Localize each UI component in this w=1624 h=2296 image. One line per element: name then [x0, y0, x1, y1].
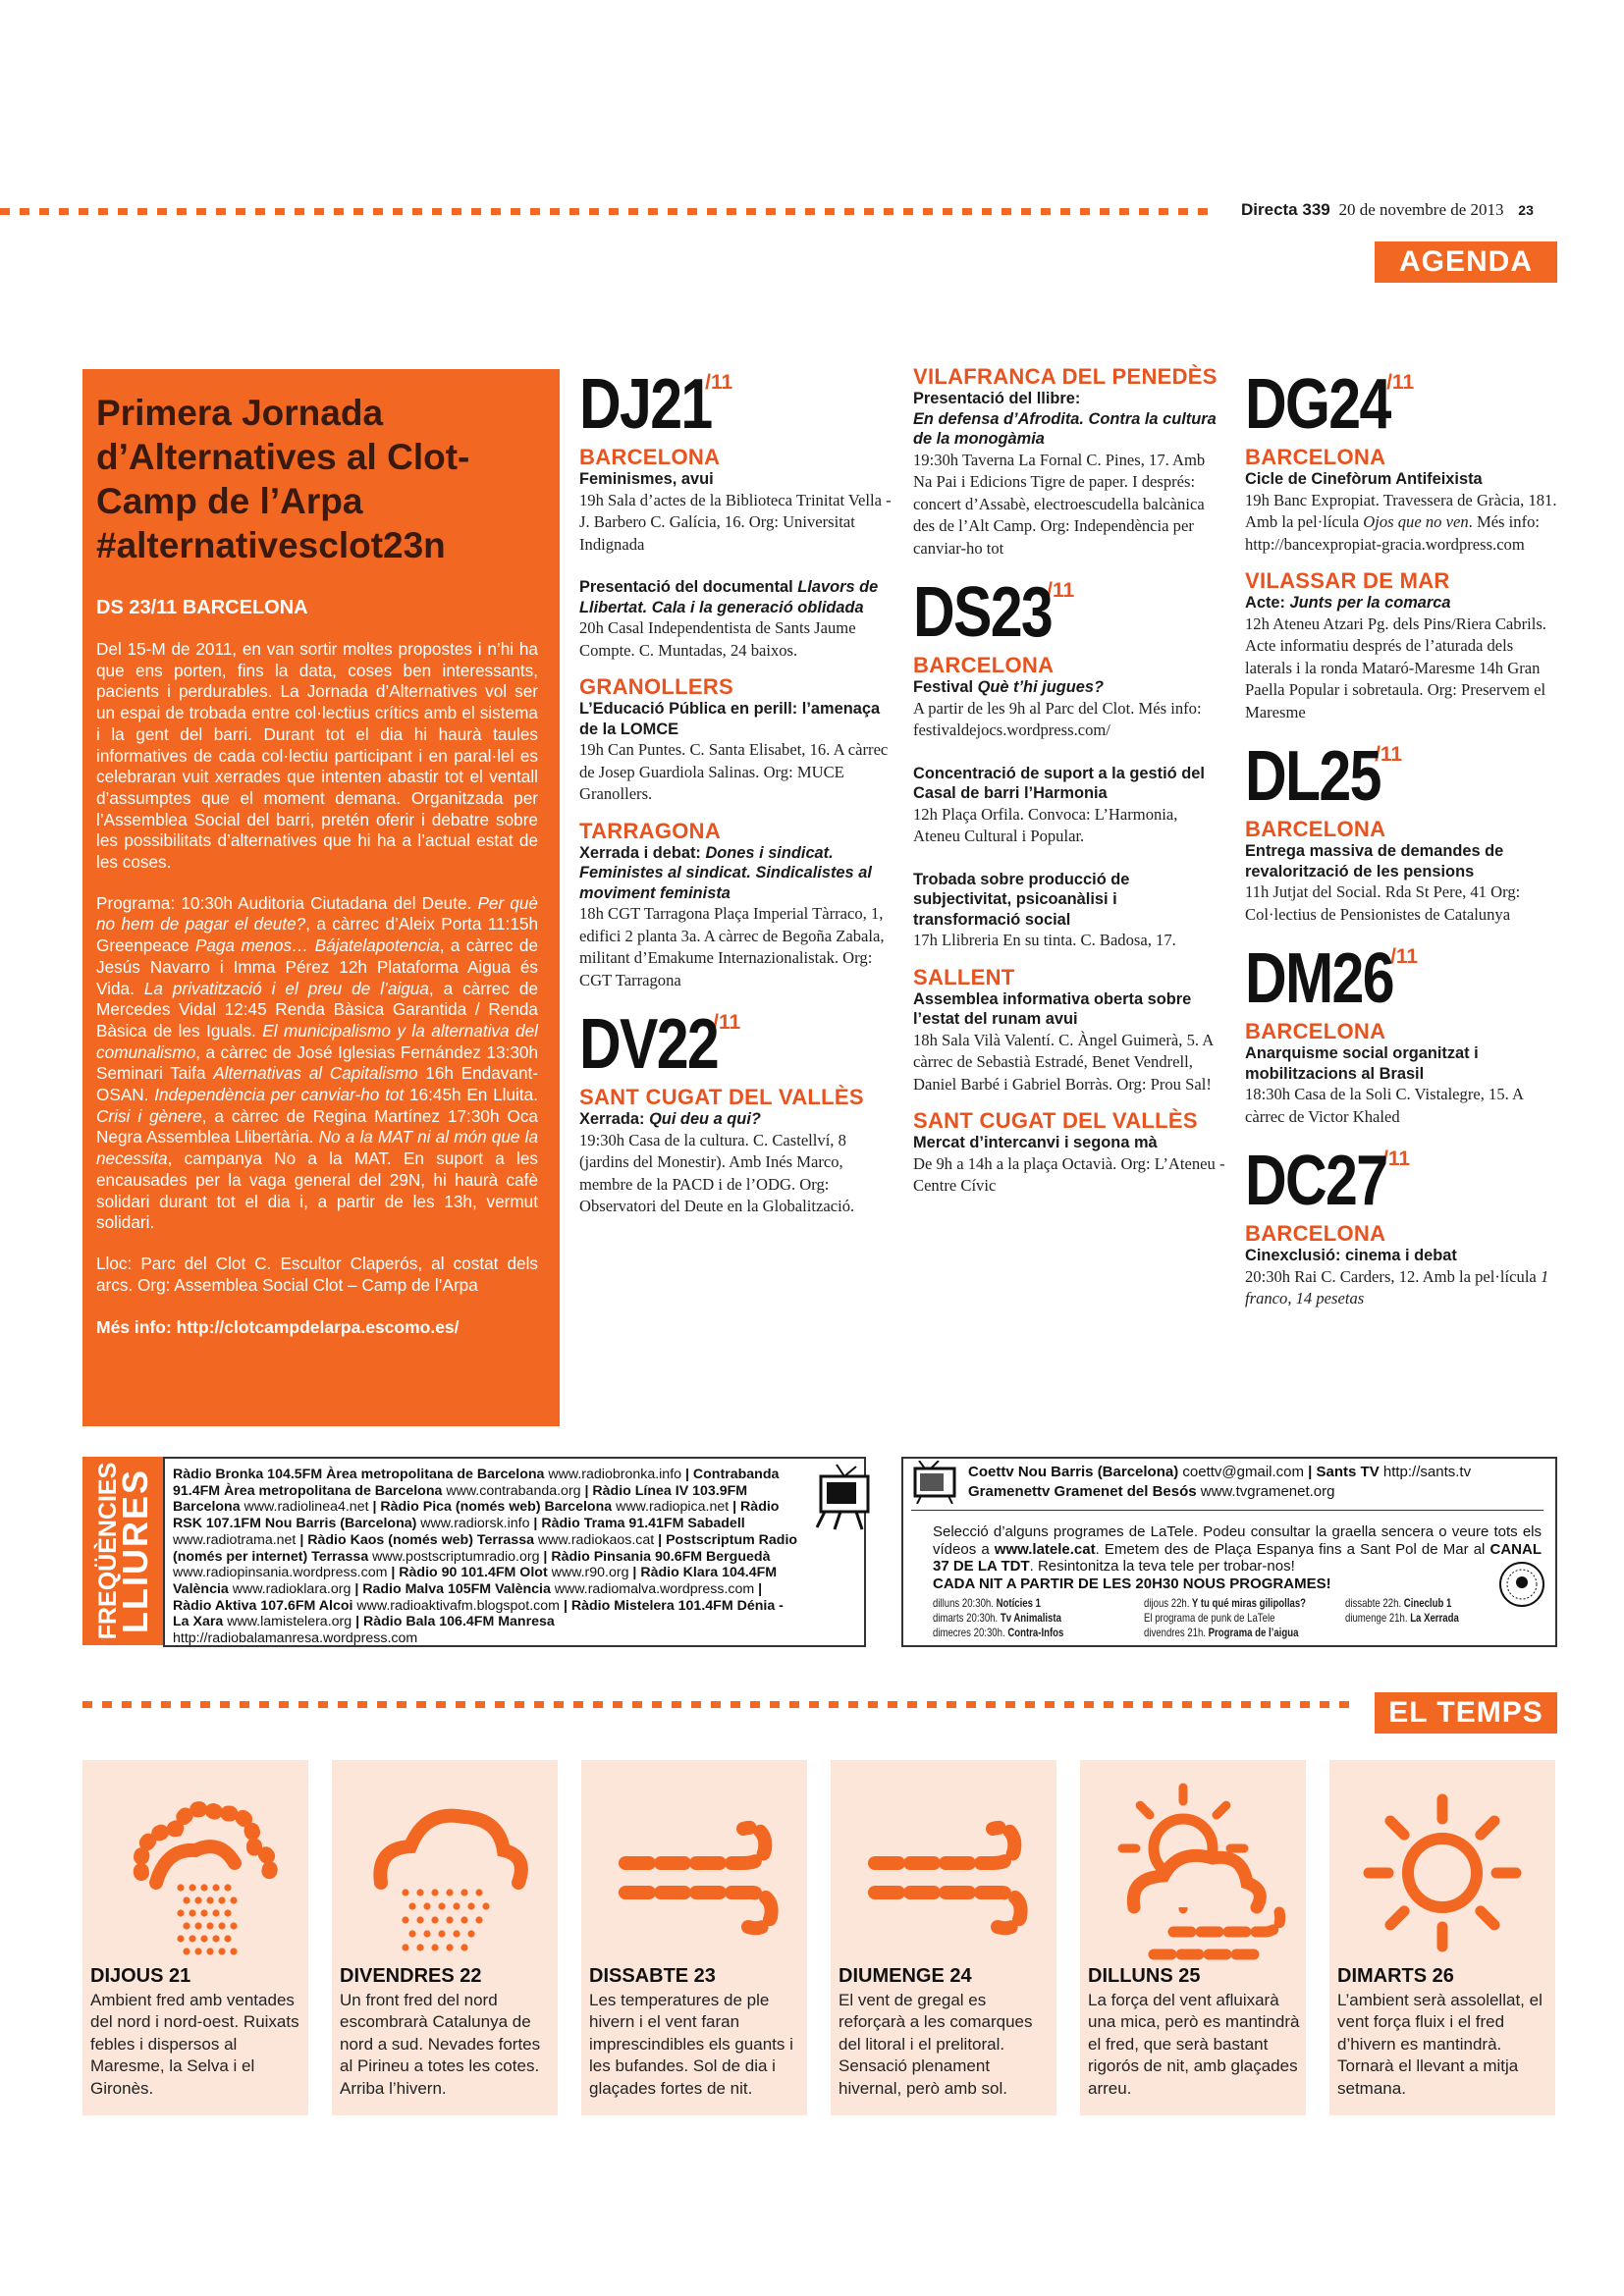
tv-program-day: dimecres 20:30h.: [933, 1626, 1005, 1639]
program-segment: Programa: 10:30h Auditoria Ciutadana del Deute.: [96, 892, 478, 913]
day-label: DL25: [1245, 737, 1380, 816]
event-title: Trobada sobre producció de subjectivitat, psicoanàlisi i transformació social: [913, 870, 1130, 929]
event-title: Entrega massiva de demandes de revalorització de les pensions: [1245, 842, 1504, 881]
section-tag-weather: EL TEMPS: [1375, 1692, 1557, 1734]
weather-text: Ambient fred amb ventades del nord i nord-oest. Ruixats febles i dispersos al Maresme, la Selva i el Gironès.: [90, 1991, 299, 2098]
sun-icon: [1344, 1780, 1541, 1966]
tv-icon: [911, 1461, 962, 1504]
event-city: SANT CUGAT DEL VALLÈS: [579, 1085, 864, 1109]
radio-name: | Ràdio 90 101.4FM Olot: [387, 1565, 548, 1581]
radio-icon: [811, 1463, 880, 1531]
event-title: Mercat d’intercanvi i segona mà: [913, 1134, 1158, 1151]
tv-program-day: dimarts 20:30h.: [933, 1611, 999, 1625]
event-city: GRANOLLERS: [579, 674, 733, 699]
radio-list: [173, 1467, 801, 1647]
month-label: /11: [1382, 1148, 1411, 1170]
month-label: /11: [1390, 945, 1419, 968]
event-body: A partir de les 9h al Parc del Clot. Més info: festivaldejocs.wordpress.com/: [913, 698, 1202, 739]
day-header-ds23: [913, 573, 1227, 652]
program-segment: , a càrrec de Regina Martínez 17:30h Oca Negra Assemblea Llibertària.: [96, 1105, 538, 1148]
event-city: SALLENT: [913, 964, 1015, 989]
radio-name: | Ràdio Klara 104.4FM València: [173, 1565, 778, 1597]
program-segment: , campanya No a la MAT. En suport a les encausades per la vaga general del 29N, hi haurà cafè solidari durant tot el dia i, a partir de les 13h, vermut solidari.: [96, 1148, 538, 1233]
tv-program-show: Y tu qué miras gilipollas?: [1189, 1596, 1307, 1610]
program-segment: No a la MAT ni al món que la necessita: [96, 1127, 539, 1169]
event-title: Xerrada i debat: Dones i sindicat. Feministes al sindicat. Sindicalistes al moviment feminista: [579, 843, 872, 902]
top-dashed-rule: [0, 208, 1218, 215]
section-tag-agenda: AGENDA: [1375, 241, 1557, 283]
event-city: BARCELONA: [1245, 445, 1386, 469]
feature-intro: Del 15-M de 2011, en van sortir moltes propostes i n’hi ha que ens porten, fins la data, coses ben interessants, pacients i perdurables. La Jornada d’Alternatives vol ser un espai de trobada entre col·lectius crítics amb el sistema i la gent del barri. Durant tot el dia hi haurà taules informatives de cada col·lectiu participant i en paral·lel es celebraran vuit xerrades que intenten abastir tot el ventall d’assumptes que el moment demana. Organitzada per l’Assemblea Social del barri, pretén oferir i debatre sobre les possibilitats d’alternatives que hi ha a l’actual estat de les coses.: [96, 639, 538, 873]
day-header-dc27: [1245, 1142, 1559, 1220]
program-segment: La privatització i el preu de l’aigua: [143, 978, 429, 998]
tv-name: Coettv Nou Barris (Barcelona): [968, 1464, 1179, 1480]
month-label: /11: [1386, 371, 1415, 394]
event-city: VILASSAR DE MAR: [1245, 568, 1450, 593]
event-body: 20:30h Rai C. Carders, 12. Amb la pel·lícula 1 franco, 14 pesetas: [1245, 1266, 1549, 1308]
tv-program-day: El programa de punk de LaTele: [1144, 1611, 1275, 1625]
program-segment: Paga menos… Bájatelapotencia: [194, 935, 440, 956]
event-city: BARCELONA: [913, 653, 1055, 677]
weather-day: DIVENDRES 22: [340, 1965, 482, 1987]
radio-name: | Radio Malva 105FM València: [351, 1580, 551, 1597]
weather-day: DISSABTE 23: [589, 1965, 716, 1987]
wind-icon: [845, 1780, 1042, 1966]
radio-name: | Ràdio Pinsania 90.6FM Berguedà: [539, 1548, 771, 1565]
tv-program-item: [1144, 1611, 1274, 1625]
event-title: Acte: Junts per la comarca: [1245, 594, 1451, 612]
tv-channels-2: [968, 1484, 1334, 1501]
latele-logo-icon: [1498, 1561, 1545, 1608]
tv-program-day: dissabte 22h.: [1345, 1596, 1402, 1610]
day-header-dv22: [579, 1005, 893, 1084]
tv-program-item: [1144, 1596, 1306, 1610]
feature-program: [96, 893, 538, 1234]
tv-program-show: Contra-Infos: [1004, 1626, 1064, 1639]
day-header-dg24: [1245, 365, 1559, 444]
radio-url: http://radiobalamanresa.wordpress.com: [173, 1630, 418, 1647]
rain-cloud-icon: [97, 1780, 294, 1966]
event-city: BARCELONA: [1245, 1221, 1386, 1246]
page-number: 23: [1518, 202, 1534, 218]
radio-url: www.radiotrama.net: [173, 1531, 297, 1548]
day-label: DJ21: [579, 365, 712, 444]
program-segment: , a càrrec de Mercedes Vidal 12:45 Renda Bàsica Garantida / Renda Bàsica de les Iguals.: [96, 978, 539, 1041]
program-segment: 16:45h En Lluita.: [404, 1085, 538, 1105]
event-city: BARCELONA: [1245, 1019, 1386, 1043]
event-body: 19h Can Puntes. C. Santa Elisabet, 16. A càrrec de Josep Guardiola Salinas. Org: MUCE Granollers.: [579, 740, 889, 803]
event-body: 19h Sala d’actes de la Biblioteca Trinitat Vella - J. Barbero C. Galícia, 16. Org: Universitat Indignada: [579, 490, 892, 554]
feature-box: [82, 369, 560, 1426]
radio-url: www.radiobronka.info: [544, 1467, 682, 1482]
event-body: 17h Llibreria En su tinta. C. Badosa, 17.: [913, 931, 1176, 949]
event-title: Xerrada: Qui deu a qui?: [579, 1110, 761, 1128]
tv-name: | Sants TV: [1303, 1464, 1380, 1480]
day-header-dl25: [1245, 737, 1559, 816]
radio-name: | Ràdio Bala 106.4FM Manresa: [352, 1614, 555, 1630]
day-label: DG24: [1245, 365, 1390, 444]
event-city: SANT CUGAT DEL VALLÈS: [913, 1108, 1198, 1133]
event-body: 19h Banc Expropiat. Travessera de Gràcia, 181. Amb la pel·lícula Ojos que no ven. Més info: http://bancexpropiat-gracia.wordpress.com: [1245, 490, 1557, 554]
day-label: DS23: [913, 573, 1053, 652]
tv-program-day: diumenge 21h.: [1345, 1611, 1408, 1625]
event-title: L’Educació Pública en perill: l’amenaça de la LOMCE: [579, 700, 881, 738]
tv-url: www.tvgramenet.org: [1196, 1483, 1335, 1500]
day-label: DV22: [579, 1005, 719, 1084]
weather-card: [581, 1760, 807, 2115]
radio-name: | Ràdio Aktiva 107.6FM Alcoi: [173, 1580, 763, 1614]
weather-day: DIMARTS 26: [1337, 1965, 1454, 1987]
weather-card: [332, 1760, 558, 2115]
program-segment: Crisi i gènere: [96, 1105, 202, 1126]
feature-subtitle: DS 23/11 BARCELONA: [96, 597, 308, 618]
event-title: Festival Què t’hi jugues?: [913, 678, 1105, 696]
radio-url: www.radiokaos.cat: [533, 1531, 655, 1548]
event-city: VILAFRANCA DEL PENEDÈS: [913, 364, 1218, 389]
radio-url: www.postscriptumradio.org: [368, 1548, 540, 1565]
radio-name: | Ràdio Kaos (només web) Terrassa: [296, 1531, 534, 1548]
event-city: TARRAGONA: [579, 818, 722, 843]
event-body: 12h Ateneu Atzari Pg. dels Pins/Riera Cabrils. Acte informatiu després de l’aturada dels laterals i la ronda Mataró-Maresme 14h Gran Paella Popular i sobretaula. Org: Preservem el Maresme: [1245, 614, 1546, 721]
program-segment: Independència per canviar-ho tot: [154, 1085, 405, 1105]
tv-program-item: [933, 1596, 1041, 1610]
weather-text: Un front fred del nord escombrarà Catalunya de nord a sud. Nevades fortes al Pirineu a totes les cotes. Arriba l’hivern.: [340, 1991, 541, 2098]
radio-name: | Contrabanda 91.4FM Àrea metropolitana de Barcelona: [173, 1467, 780, 1499]
snow-cloud-icon: [347, 1780, 543, 1966]
event-city: BARCELONA: [579, 445, 721, 469]
radio-name: | Ràdio Línea IV 103.9FM Barcelona: [173, 1482, 748, 1516]
agenda-column-3: [1245, 365, 1559, 1310]
day-header-dm26: [1245, 939, 1559, 1018]
event-title: Presentació del documental Llavors de Llibertat. Cala i la generació oblidada: [579, 578, 879, 616]
tv-program-show: Notícies 1: [993, 1596, 1041, 1610]
feature-location: Lloc: Parc del Clot C. Escultor Claperós, al costat dels arcs. Org: Assemblea Social Clot – Camp de l’Arpa: [96, 1253, 538, 1295]
latele-cada: CADA NIT A PARTIR DE LES 20H30 NOUS PROGRAMES!: [933, 1575, 1331, 1592]
month-label: /11: [705, 371, 733, 394]
event-body: De 9h a 14h a la plaça Octavià. Org: L’Ateneu - Centre Cívic: [913, 1153, 1225, 1195]
agenda-column-1: [579, 365, 893, 1218]
weather-text: L’ambient serà assolellat, el vent força fluix i el fred d’hivern es mantindrà. Tornarà el llevant a mitja setmana.: [1337, 1991, 1543, 2098]
publication-name: Directa 339: [1241, 200, 1330, 219]
radio-name: | Ràdio RSK 107.1FM Nou Barris (Barcelona): [173, 1499, 780, 1532]
radio-url: www.radiopinsania.wordpress.com: [173, 1565, 388, 1581]
program-segment: El municipalismo y la alternativa del comunalismo: [96, 1020, 538, 1062]
program-segment: , a càrrec de José Iglesias Fernández 13:30h Seminari Taifa: [96, 1041, 538, 1084]
day-label: DC27: [1245, 1142, 1387, 1220]
tv-program-show: La Xerrada: [1407, 1611, 1459, 1625]
program-segment: , a càrrec de Jesús Navarro i Imma Pérez 12h Plataforma Aigua és Vida.: [96, 935, 539, 998]
radio-url: www.radioklara.org: [228, 1580, 352, 1597]
radio-label: FREQÜÈNCIES LLIURES: [94, 1462, 155, 1640]
issue-date: 20 de novembre de 2013: [1338, 200, 1504, 219]
program-segment: Alternativas al Capitalismo: [213, 1063, 418, 1084]
weather-card: [1080, 1760, 1306, 2115]
day-label: DM26: [1245, 939, 1393, 1018]
weather-card: [82, 1760, 308, 2115]
radio-url: www.radiomalva.wordpress.com: [550, 1580, 755, 1597]
event-title: Cicle de Cinefòrum Antifeixista: [1245, 470, 1483, 488]
event-title: Presentació del llibre:: [913, 390, 1081, 407]
tv-programs: [933, 1596, 1542, 1643]
weather-day: DIJOUS 21: [90, 1965, 191, 1987]
tv-program-day: divendres 21h.: [1144, 1626, 1206, 1639]
tv-channels-1: [968, 1465, 1471, 1481]
weather-card: [831, 1760, 1056, 2115]
radio-url: www.contrabanda.org: [442, 1482, 581, 1499]
feature-more-info: Més info: http://clotcampdelarpa.escomo.es/: [96, 1317, 460, 1338]
tv-program-show: Cineclub 1: [1401, 1596, 1452, 1610]
event-body: 19:30h Casa de la cultura. C. Castellví, 8 (jardins del Monestir). Amb Inés Marco, membre de la PACD i de l’ODG. Org: Observatori del Deute en la Globalització.: [579, 1130, 855, 1215]
weather-day: DILLUNS 25: [1088, 1965, 1201, 1987]
event-title: Concentració de suport a la gestió del Casal de barri l’Harmonia: [913, 764, 1205, 802]
weather-dashed-rule: [82, 1701, 1359, 1708]
event-title: Feminismes, avui: [579, 470, 714, 488]
month-label: /11: [1047, 579, 1075, 602]
weather-day: DIUMENGE 24: [839, 1965, 972, 1987]
radio-name: Ràdio Bronka 104.5FM Àrea metropolitana de Barcelona: [173, 1467, 545, 1482]
weather-text: Les temperatures de ple hivern i el vent faran imprescindibles els guants i les bufandes. Sol de dia i glaçades fortes de nit.: [589, 1991, 793, 2098]
wind-icon: [596, 1780, 792, 1966]
radio-url: www.radioaktivafm.blogspot.com: [352, 1597, 560, 1614]
tv-program-item: [933, 1626, 1063, 1639]
tv-name: Gramenettv Gramenet del Besós: [968, 1483, 1197, 1500]
agenda-column-2: [913, 365, 1227, 1198]
weather-card: [1329, 1760, 1555, 2115]
event-city: BARCELONA: [1245, 817, 1386, 841]
radio-name: | Ràdio Trama 91.41FM Sabadell: [529, 1516, 745, 1532]
tv-program-item: [1345, 1611, 1459, 1625]
page-header: [1241, 200, 1534, 220]
month-label: /11: [1375, 743, 1403, 766]
radio-name: | Ràdio Pica (només web) Barcelona: [368, 1499, 613, 1516]
event-body: 11h Jutjat del Social. Rda St Pere, 41 Org: Col·lectius de Pensionistes de Catalunya: [1245, 882, 1521, 924]
month-label: /11: [713, 1011, 741, 1034]
event-body: 20h Casal Independentista de Sants Jaume Compte. C. Muntadas, 24 baixos.: [579, 618, 856, 660]
radio-name: | Postscriptum Radio (només per internet) Terrassa: [173, 1531, 798, 1565]
event-body: 19:30h Taverna La Fornal C. Pines, 17. Amb Na Pai i Edicions Tigre de paper. I després: concert d’Assabè, electroescudella balcànica des de l’Alt Camp. Org: Independència per canviar-ho tot: [913, 450, 1206, 558]
tv-url: http://sants.tv: [1379, 1464, 1472, 1480]
weather-text: El vent de gregal es reforçarà a les comarques del litoral i el prelitoral. Sensació plenament hivernal, però amb sol.: [839, 1991, 1033, 2098]
day-header-dj21: [579, 365, 893, 444]
event-body: 18:30h Casa de la Soli C. Vistalegre, 15. A càrrec de Victor Khaled: [1245, 1085, 1524, 1126]
radio-url: www.radiorsk.info: [416, 1516, 530, 1532]
event-title: Cinexclusió: cinema i debat: [1245, 1247, 1457, 1264]
radio-url: www.radiopica.net: [612, 1499, 730, 1516]
tv-program-item: [1345, 1596, 1451, 1610]
tv-url: coettv@gmail.com: [1178, 1464, 1304, 1480]
tv-program-show: Programa de l’aigua: [1205, 1626, 1299, 1639]
tv-program-item: [933, 1611, 1061, 1625]
radio-url: www.r90.org: [547, 1565, 629, 1581]
tv-program-day: dilluns 20:30h.: [933, 1596, 994, 1610]
program-segment: Per què no hem de pagar el deute?: [96, 892, 538, 934]
radio-name: | Ràdio Mistelera 101.4FM Dénia - La Xara: [173, 1597, 784, 1630]
event-body: 18h CGT Tarragona Plaça Imperial Tàrraco, 1, edifici 2 planta 3a. A càrrec de Begoña Zabala, militant d’Emakume Internazionalistak. Org: CGT Tarragona: [579, 904, 885, 989]
latele-text: Selecció d’alguns programes de LaTele. Podeu consultar la graella sencera o veure tots els vídeos a www.latele.cat. Emetem des de Plaça Espanya fins a Sant Pol de Mar al CANAL 37 DE LA TDT. Resintonitza la teva tele per trobar-nos! CADA NIT A PARTIR DE LES 20H30 NOUS PROGRAMES!: [933, 1523, 1542, 1592]
event-body: 18h Sala Vilà Valentí. C. Àngel Guimerà, 5. A càrrec de Sebastià Estradé, Benet Vendrell, Daniel Barbé i Gabriel Borràs. Org: Prou Sal!: [913, 1030, 1214, 1094]
weather-text: La força del vent afluixarà una mica, però es mantindrà el fred, que serà bastant rigorós de nit, amb glaçades arreu.: [1088, 1991, 1300, 2098]
event-title: Assemblea informativa oberta sobre l’estat del runam avui: [913, 989, 1192, 1028]
event-title-italic: En defensa d’Afrodita. Contra la cultura de la monogàmia: [913, 409, 1217, 448]
tv-program-day: dijous 22h.: [1144, 1596, 1190, 1610]
radio-url: www.radiolinea4.net: [240, 1499, 369, 1516]
tv-program-item: [1144, 1626, 1298, 1639]
event-title: Anarquisme social organitzat i mobilitzacions al Brasil: [1245, 1044, 1479, 1083]
event-body: 12h Plaça Orfila. Convoca: L’Harmonia, Ateneu Cultural i Popular.: [913, 804, 1178, 845]
program-segment: , a càrrec d’Aleix Porta 11:15h Greenpeace: [96, 914, 539, 956]
sun-cloud-wind-icon: [1095, 1780, 1291, 1966]
tv-program-show: Tv Animalista: [998, 1611, 1061, 1625]
program-segment: 16h Endavant-OSAN.: [96, 1063, 538, 1105]
feature-title: Primera Jornada d’Alternatives al Clot-Camp de l’Arpa #alternativesclot23n: [96, 393, 470, 565]
tv-divider: [911, 1510, 1543, 1511]
radio-url: www.lamistelera.org: [223, 1614, 352, 1630]
